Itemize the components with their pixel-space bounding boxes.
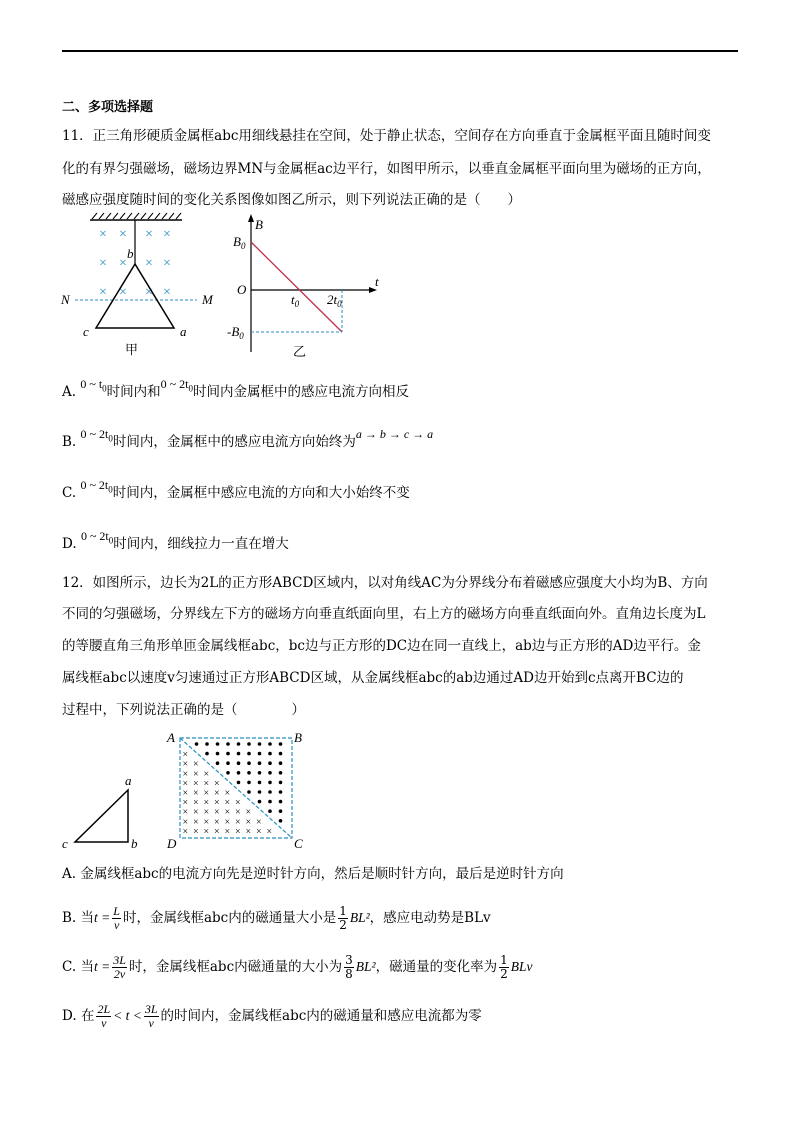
field-dot — [258, 790, 262, 794]
field-cross: × — [266, 826, 273, 838]
q12-line-1: 12．如图所示，边长为2L的正方形ABCD区域内，以对角线AC为分界线分布着磁感应强度大小均为B、方向 — [62, 575, 708, 591]
field-dot — [258, 781, 262, 785]
field-cross: × — [224, 807, 231, 819]
svg-text:×: × — [99, 227, 107, 242]
svg-text:B0: $B_0$ — [233, 234, 246, 251]
field-cross: × — [214, 778, 220, 790]
field-dot — [237, 781, 241, 785]
sq-label-A: A — [167, 730, 175, 745]
field-dot — [205, 752, 209, 756]
field-cross: × — [214, 788, 220, 799]
field-cross: × — [214, 797, 220, 809]
figure-square-ABCD — [163, 728, 303, 853]
field-dot — [247, 781, 251, 785]
field-cross: × — [193, 768, 199, 780]
field-cross: × — [203, 816, 210, 828]
field-dot — [258, 752, 262, 756]
q11-option-a[interactable]: A. 0 ~ $t_0$时间内和0 ~ $2t_0$时间内金属框中的感应电流方向相反 — [62, 377, 409, 400]
field-dot — [268, 809, 272, 813]
field-dot — [279, 800, 283, 804]
q11-a-expr2: 0 ~ $2t_0$ — [160, 377, 193, 394]
field-dot — [258, 771, 262, 775]
field-dot — [279, 790, 283, 794]
label-jia: 甲 — [125, 342, 139, 357]
field-dot — [258, 761, 262, 765]
section-title: 二、多项选择题 — [62, 100, 154, 115]
field-dot — [279, 819, 283, 823]
field-cross: × — [224, 826, 231, 838]
field-cross: × — [203, 768, 210, 780]
field-dot — [279, 752, 283, 756]
q11-line-3: 磁感应强度随时间的变化关系图像如图乙所示，则下列说法正确的是（ ） — [62, 192, 521, 208]
field-cross: × — [214, 826, 220, 838]
origin-O: O — [237, 282, 247, 297]
q11-option-c[interactable]: C. 0 ~ $2t_0$时间内，金属框中感应电流的方向和大小始终不变 — [62, 478, 410, 501]
field-cross: × — [203, 778, 210, 790]
svg-text:×: × — [145, 256, 153, 271]
svg-text:×: × — [119, 256, 127, 271]
field-cross: × — [193, 826, 199, 838]
svg-text:×: × — [119, 227, 127, 242]
svg-text:-B0: $-B_0$ — [227, 324, 244, 341]
field-dot — [237, 752, 241, 756]
q12-line-3: 的等腰直角三角形单匝金属线框abc，bc边与正方形的DC边在同一直线上，ab边与正方形的AD边平行。金 — [62, 638, 701, 654]
field-dot — [279, 761, 283, 765]
svg-text:×: × — [119, 285, 127, 300]
field-cross: × — [245, 816, 252, 828]
field-cross: × — [182, 778, 189, 790]
label-b: b — [127, 246, 134, 261]
field-cross: × — [256, 816, 262, 828]
field-cross: × — [224, 816, 231, 828]
q12-line-5: 过程中，下列说法正确的是（ ） — [62, 702, 305, 718]
field-dot — [247, 771, 251, 775]
field-cross: × — [235, 797, 241, 809]
q11-option-b[interactable]: B. 0 ~ $2t_0$时间内，金属框中的感应电流方向始终为a → b → c → a — [62, 427, 434, 450]
field-cross: × — [193, 778, 199, 790]
svg-text:×: × — [99, 285, 107, 300]
field-cross: × — [235, 807, 241, 819]
field-dot — [279, 771, 283, 775]
field-cross: × — [193, 816, 199, 828]
field-cross: × — [224, 797, 231, 809]
field-cross: × — [193, 788, 199, 799]
field-dot — [258, 800, 262, 804]
field-cross: × — [203, 807, 210, 819]
label-a: a — [180, 324, 187, 339]
field-dot — [279, 742, 283, 746]
field-dot — [237, 761, 241, 765]
field-cross: × — [182, 807, 189, 819]
svg-text:×: × — [163, 285, 171, 300]
q12-option-d[interactable]: D. 在 $\frac{2L}{v}$ < t < $\frac{3L}{v}$ 的时间内，金属线框abc内的磁通量和感应电流都为零 — [62, 1002, 482, 1030]
sq-label-B: B — [294, 730, 302, 745]
field-cross: × — [245, 807, 252, 819]
field-dot — [268, 752, 272, 756]
field-dot — [279, 809, 283, 813]
field-dot — [216, 742, 220, 746]
field-dot — [247, 752, 251, 756]
svg-text:×: × — [99, 256, 107, 271]
svg-text:×: × — [163, 227, 171, 242]
field-cross: × — [193, 807, 199, 819]
field-cross: × — [203, 797, 210, 809]
axis-B: B — [255, 217, 263, 232]
field-cross: × — [182, 759, 189, 771]
field-cross: × — [256, 826, 262, 838]
field-cross: × — [182, 749, 189, 761]
field-dot — [268, 790, 272, 794]
q11-line-2: 化的有界匀强磁场，磁场边界MN与金属框ac边平行，如图甲所示，以垂直金属框平面向里为磁场的正方向， — [62, 161, 711, 177]
field-dot — [247, 790, 251, 794]
axis-t: t — [375, 274, 379, 289]
label-N: N — [61, 292, 70, 307]
label-yi: 乙 — [293, 344, 307, 359]
field-dot — [216, 761, 220, 765]
field-dot — [268, 771, 272, 775]
label-negB0: -B — [227, 324, 240, 339]
sq-label-C: C — [294, 836, 303, 851]
top-rule — [62, 50, 738, 52]
label-c: c — [83, 324, 89, 339]
svg-text:×: × — [163, 256, 171, 271]
field-cross: × — [214, 816, 220, 828]
tri-label-c: c — [62, 836, 68, 851]
field-cross: × — [182, 768, 189, 780]
field-dot — [205, 742, 209, 746]
figure-yi — [225, 212, 390, 362]
field-dot — [195, 742, 199, 746]
q12-option-c[interactable]: C. 当t = $\frac{3L}{2v}$ 时，金属线框abc内磁通量的大小为 $\frac{3}{8}$ BL²，磁通量的变化率为 $\frac{1}{2}$ BLv — [62, 953, 533, 981]
field-dot — [268, 742, 272, 746]
field-cross: × — [214, 807, 220, 819]
field-cross: × — [182, 826, 189, 838]
svg-text:2t0: $2t_0$ — [327, 292, 342, 309]
field-dot — [237, 771, 241, 775]
field-cross: × — [193, 797, 199, 809]
field-dot — [258, 742, 262, 746]
field-dot — [216, 752, 220, 756]
field-cross: × — [193, 759, 199, 771]
label-B0: B — [233, 234, 241, 249]
sq-label-D: D — [167, 836, 177, 851]
field-cross: × — [224, 788, 231, 799]
field-dot — [226, 771, 230, 775]
q11-a-expr1: 0 ~ $t_0$ — [80, 377, 107, 394]
field-cross: × — [235, 826, 241, 838]
q12-line-4: 属线框abc以速度v匀速通过正方形ABCD区域，从金属线框abc的ab边通过AD边开始到c点离开BC边的 — [62, 670, 684, 686]
field-dot — [268, 761, 272, 765]
q12-option-a[interactable]: A. 金属线框abc的电流方向先是逆时针方向，然后是顺时针方向，最后是逆时针方向 — [62, 866, 564, 882]
field-dot — [237, 742, 241, 746]
field-dot — [279, 781, 283, 785]
field-dot — [226, 742, 230, 746]
svg-text:×: × — [145, 285, 153, 300]
field-cross: × — [182, 816, 189, 828]
field-cross: × — [235, 816, 241, 828]
field-dot — [268, 781, 272, 785]
tri-label-a: a — [125, 773, 132, 788]
field-marks — [183, 742, 283, 837]
svg-text:t0: $t_0$ — [291, 292, 300, 309]
field-cross: × — [182, 797, 189, 809]
field-cross: × — [245, 826, 252, 838]
q12-option-b[interactable]: B. 当t = $\frac{L}{v}$ 时，金属线框abc内的磁通量大小是 $\frac{1}{2}$ BL²，感应电动势是BLv — [62, 904, 491, 932]
figure-triangle-abc — [58, 770, 158, 855]
field-cross: × — [182, 788, 189, 799]
q11-line-1: 11．正三角形硬质金属框abc用细线悬挂在空间，处于静止状态，空间存在方向垂直于金属框平面且随时间变 — [62, 128, 711, 144]
field-dot — [226, 761, 230, 765]
field-cross: × — [203, 788, 210, 799]
field-cross: × — [203, 826, 210, 838]
label-M: M — [202, 292, 213, 307]
q11-b-chain: a → b → c → a — [355, 427, 434, 441]
svg-text:×: × — [145, 227, 153, 242]
tri-label-b: b — [131, 836, 138, 851]
q11-option-d[interactable]: D. 0 ~ $2t_0$时间内，细线拉力一直在增大 — [62, 529, 289, 552]
field-dot — [268, 800, 272, 804]
field-dot — [226, 752, 230, 756]
figure-jia — [55, 212, 215, 357]
label-2t0: 2t — [327, 292, 338, 307]
q12-line-2: 不同的匀强磁场，分界线左下方的磁场方向垂直纸面向里，右上方的磁场方向垂直纸面向外。直角边长度为L — [62, 606, 706, 622]
field-dot — [247, 761, 251, 765]
field-dot — [247, 742, 251, 746]
label-t0: t — [291, 292, 295, 307]
